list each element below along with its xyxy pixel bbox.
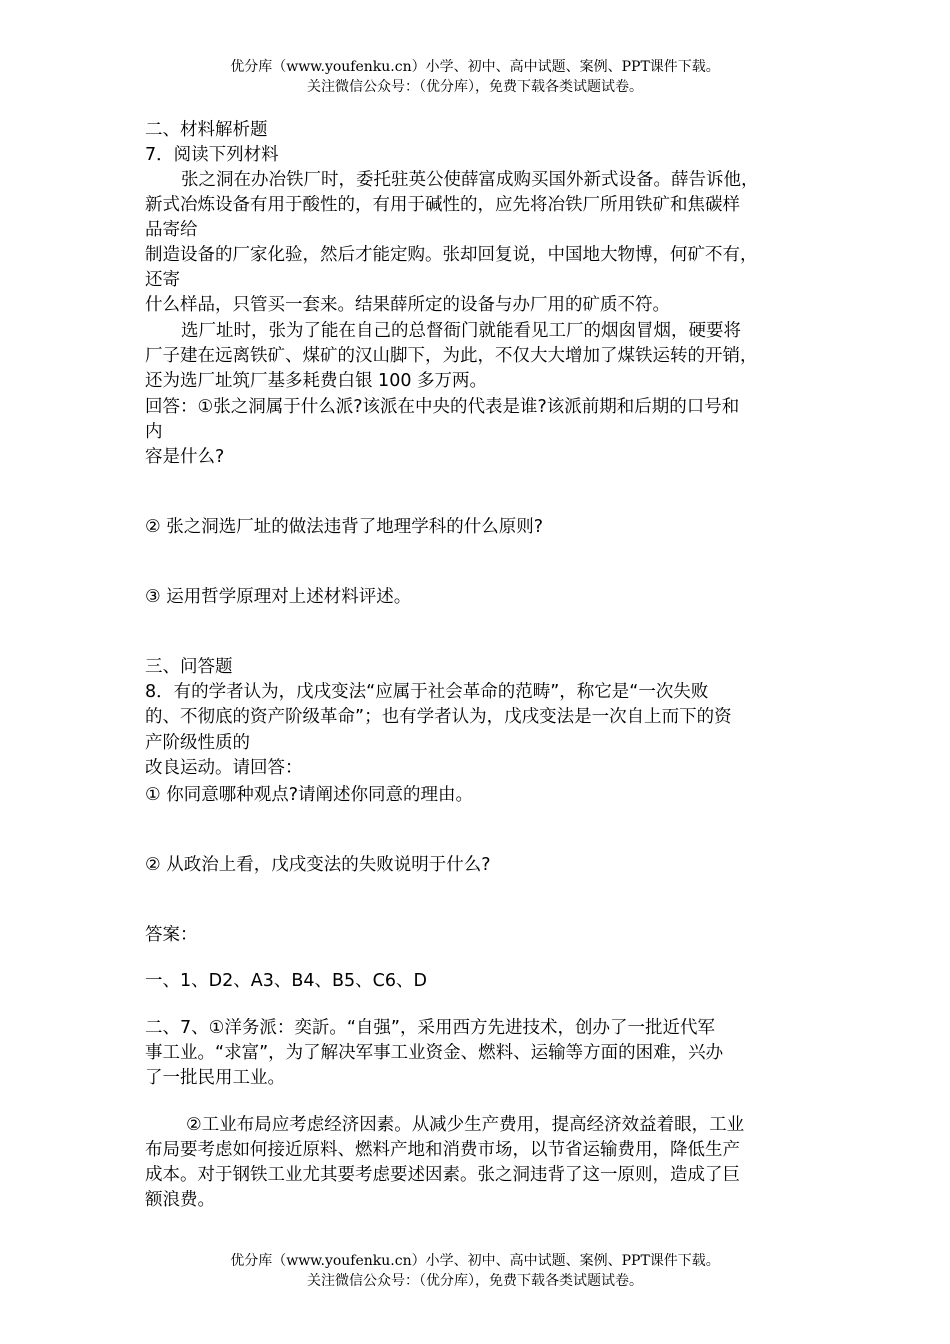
body-line: 品寄给 <box>145 220 198 240</box>
page-header <box>0 57 950 97</box>
body-line: 的、不彻底的资产阶级革命”；也有学者认为，戊戌变法是一次自上而下的资 <box>145 707 732 727</box>
body-line: 成本。对于钢铁工业尤其要考虑要述因素。张之洞违背了这一原则，造成了巨 <box>145 1165 740 1185</box>
section-heading-material-analysis: 二、材料解析题 <box>145 120 268 140</box>
body-line: 还寄 <box>145 270 180 290</box>
question-7-sub-2: ② 张之洞选厂址的做法违背了地理学科的什么原则? <box>145 517 544 537</box>
question-8-sub-1: ① 你同意哪种观点?请阐述你同意的理由。 <box>145 785 474 805</box>
page-footer <box>0 1251 950 1291</box>
answer-7-2: ②工业布局应考虑经济因素。从减少生产费用，提高经济效益着眼，工业 <box>186 1115 745 1135</box>
answers-heading: 答案： <box>145 925 198 945</box>
body-line: 额浪费。 <box>145 1190 215 1210</box>
body-line: 制造设备的厂家化验，然后才能定购。张却回复说，中国地大物博，何矿不有， <box>145 245 758 265</box>
footer-line-1: 优分库（www.youfenku.cn）小学、初中、高中试题、案例、PPT课件下载。 <box>230 1253 720 1269</box>
question-8-text: 8．有的学者认为，戊戌变法“应属于社会革命的范畴”，称它是“一次失败 <box>145 682 709 702</box>
body-line: 布局要考虑如何接近原料、燃料产地和消费市场，以节省运输费用，降低生产 <box>145 1140 740 1160</box>
body-line: 改良运动。请回答： <box>145 758 303 778</box>
body-line: 选厂址时，张为了能在自己的总督衙门就能看见工厂的烟囱冒烟，硬要将 <box>181 321 741 341</box>
body-line: 内 <box>145 422 163 442</box>
question-7-sub-1: 回答：①张之洞属于什么派?该派在中央的代表是谁?该派前期和后期的口号和 <box>145 397 740 417</box>
body-line: 张之洞在办冶铁厂时，委托驻英公使薛富成购买国外新式设备。薛告诉他， <box>181 170 759 190</box>
body-line: 了一批民用工业。 <box>145 1068 285 1088</box>
body-line: 事工业。“求富”，为了解决军事工业资金、燃料、运输等方面的困难，兴办 <box>145 1043 724 1063</box>
question-7-sub-3: ③ 运用哲学原理对上述材料评述。 <box>145 587 412 607</box>
body-line: 容是什么? <box>145 447 225 467</box>
question-7-title: 7．阅读下列材料 <box>145 145 279 165</box>
section-heading-qa: 三、问答题 <box>145 657 233 677</box>
header-line-2: 关注微信公众号：（优分库），免费下载各类试题试卷。 <box>307 79 643 95</box>
header-line-1: 优分库（www.youfenku.cn）小学、初中、高中试题、案例、PPT课件下载。 <box>230 59 720 75</box>
body-line: 新式冶炼设备有用于酸性的，有用于碱性的，应先将冶铁厂所用铁矿和焦碳样 <box>145 195 740 215</box>
body-line: 产阶级性质的 <box>145 733 250 753</box>
body-line: 什么样品，只管买一套来。结果薛所定的设备与办厂用的矿质不符。 <box>145 295 670 315</box>
body-line: 厂子建在远离铁矿、煤矿的汉山脚下，为此，不仅大大增加了煤铁运转的开销， <box>145 346 758 366</box>
question-8-sub-2: ② 从政治上看，戊戌变法的失败说明于什么? <box>145 855 491 875</box>
answers-section-1: 一、1、D2、A3、B4、B5、C6、D <box>145 971 427 991</box>
answers-section-2: 二、7、①洋务派：奕訢。“自强”，采用西方先进技术，创办了一批近代军 <box>145 1018 715 1038</box>
body-line: 还为选厂址筑厂基多耗费白银 100 多万两。 <box>145 371 488 391</box>
footer-line-2: 关注微信公众号：（优分库），免费下载各类试题试卷。 <box>307 1273 643 1289</box>
